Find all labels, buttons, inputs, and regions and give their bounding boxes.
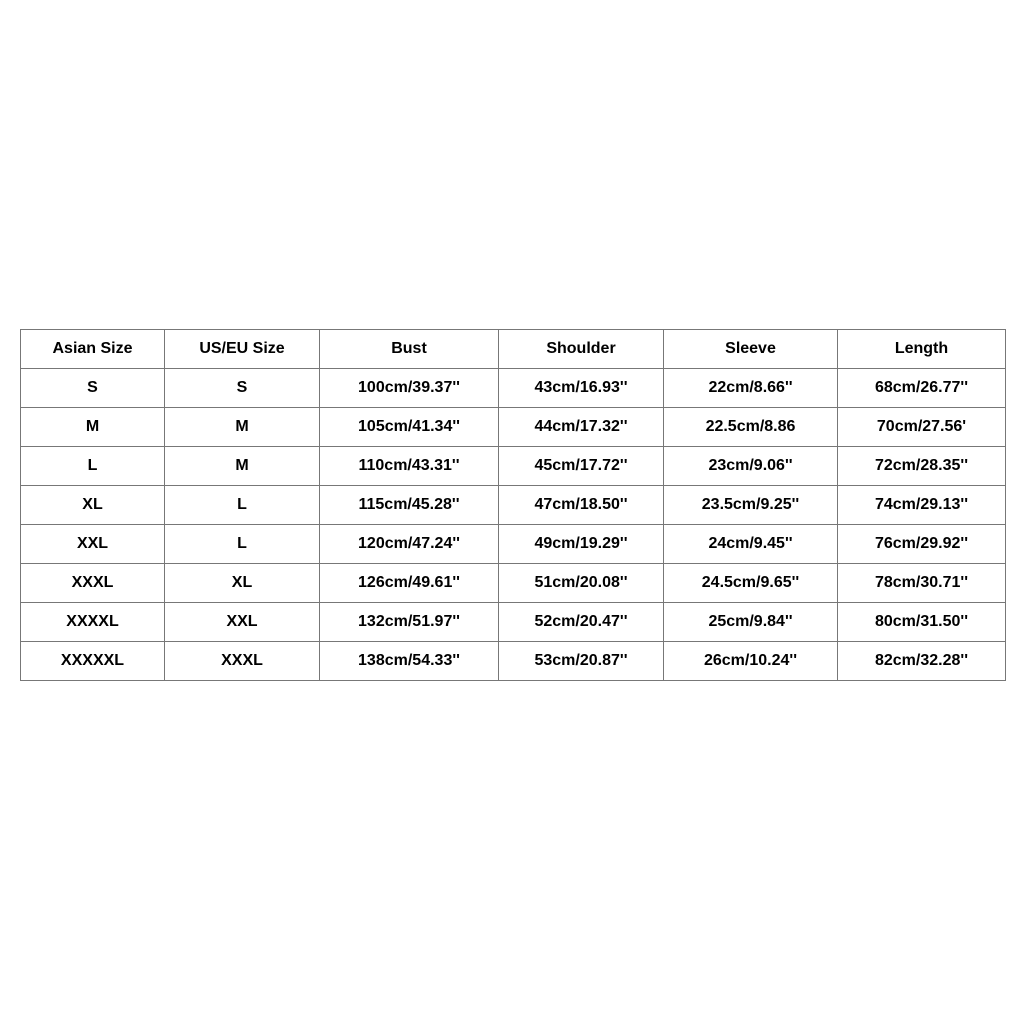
cell-asian-size: XL — [21, 486, 165, 525]
header-row — [21, 330, 1006, 369]
cell-asian-size: S — [21, 369, 165, 408]
cell-us-eu-size: XL — [165, 564, 320, 603]
cell-sleeve: 24.5cm/9.65'' — [664, 564, 838, 603]
cell-sleeve: 24cm/9.45'' — [664, 525, 838, 564]
table-row — [21, 642, 1006, 681]
cell-length: 70cm/27.56' — [838, 408, 1006, 447]
cell-us-eu-size: M — [165, 447, 320, 486]
header-shoulder: Shoulder — [499, 330, 664, 369]
table-row — [21, 447, 1006, 486]
cell-us-eu-size: M — [165, 408, 320, 447]
cell-length: 82cm/32.28'' — [838, 642, 1006, 681]
cell-length: 80cm/31.50'' — [838, 603, 1006, 642]
cell-asian-size: XXXL — [21, 564, 165, 603]
header-us-eu-size: US/EU Size — [165, 330, 320, 369]
cell-length: 74cm/29.13'' — [838, 486, 1006, 525]
cell-us-eu-size: XXXL — [165, 642, 320, 681]
cell-bust: 105cm/41.34'' — [320, 408, 499, 447]
header-length: Length — [838, 330, 1006, 369]
table-row — [21, 486, 1006, 525]
header-bust: Bust — [320, 330, 499, 369]
cell-shoulder: 43cm/16.93'' — [499, 369, 664, 408]
header-asian-size: Asian Size — [21, 330, 165, 369]
cell-us-eu-size: L — [165, 525, 320, 564]
cell-shoulder: 47cm/18.50'' — [499, 486, 664, 525]
cell-bust: 132cm/51.97'' — [320, 603, 499, 642]
cell-asian-size: M — [21, 408, 165, 447]
cell-shoulder: 49cm/19.29'' — [499, 525, 664, 564]
cell-sleeve: 22cm/8.66'' — [664, 369, 838, 408]
cell-bust: 100cm/39.37'' — [320, 369, 499, 408]
cell-shoulder: 52cm/20.47'' — [499, 603, 664, 642]
cell-shoulder: 53cm/20.87'' — [499, 642, 664, 681]
cell-length: 76cm/29.92'' — [838, 525, 1006, 564]
cell-us-eu-size: L — [165, 486, 320, 525]
size-chart-table — [20, 329, 1006, 681]
table-row — [21, 525, 1006, 564]
cell-length: 78cm/30.71'' — [838, 564, 1006, 603]
cell-asian-size: XXXXL — [21, 603, 165, 642]
cell-asian-size: XXXXXL — [21, 642, 165, 681]
table-row — [21, 564, 1006, 603]
cell-bust: 120cm/47.24'' — [320, 525, 499, 564]
table-row — [21, 408, 1006, 447]
cell-shoulder: 44cm/17.32'' — [499, 408, 664, 447]
cell-shoulder: 45cm/17.72'' — [499, 447, 664, 486]
table-row — [21, 369, 1006, 408]
cell-asian-size: XXL — [21, 525, 165, 564]
cell-shoulder: 51cm/20.08'' — [499, 564, 664, 603]
cell-bust: 126cm/49.61'' — [320, 564, 499, 603]
cell-sleeve: 23.5cm/9.25'' — [664, 486, 838, 525]
cell-sleeve: 26cm/10.24'' — [664, 642, 838, 681]
cell-sleeve: 23cm/9.06'' — [664, 447, 838, 486]
header-sleeve: Sleeve — [664, 330, 838, 369]
cell-us-eu-size: XXL — [165, 603, 320, 642]
cell-sleeve: 25cm/9.84'' — [664, 603, 838, 642]
cell-us-eu-size: S — [165, 369, 320, 408]
cell-length: 68cm/26.77'' — [838, 369, 1006, 408]
cell-bust: 138cm/54.33'' — [320, 642, 499, 681]
cell-sleeve: 22.5cm/8.86 — [664, 408, 838, 447]
cell-length: 72cm/28.35'' — [838, 447, 1006, 486]
cell-bust: 110cm/43.31'' — [320, 447, 499, 486]
cell-asian-size: L — [21, 447, 165, 486]
table-row — [21, 603, 1006, 642]
cell-bust: 115cm/45.28'' — [320, 486, 499, 525]
